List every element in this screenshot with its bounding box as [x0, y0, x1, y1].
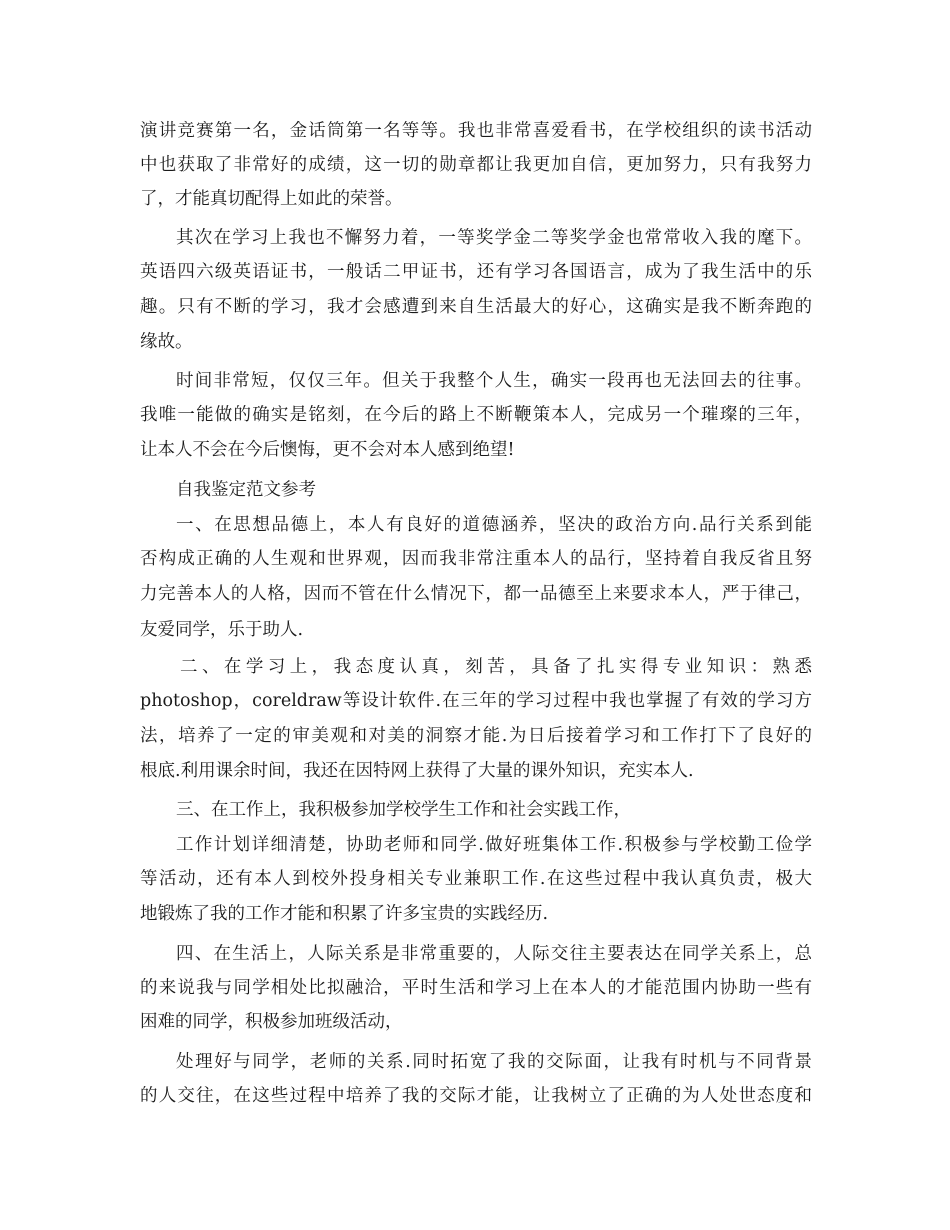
text-line: 让本人不会在今后懊悔，更不会对本人感到绝望!	[140, 440, 515, 460]
text-line: 困难的同学，积极参加班级活动，	[140, 1012, 403, 1032]
text-line: 否构成正确的人生观和世界观，因而我非常注重本人的品行，坚持着自我反省且努	[140, 549, 812, 569]
text-line: 工作计划详细清楚，协助老师和同学.做好班集体工作.积极参与学校勤工俭学	[176, 835, 812, 855]
text-line: 其次在学习上我也不懈努力着，一等奖学金二等奖学金也常常收入我的麾下。	[176, 228, 812, 248]
text-line: 的人交往，在这些过程中培养了我的交际才能，让我树立了正确的为人处世态度和	[140, 1086, 812, 1106]
text-line: 处理好与同学，老师的关系.同时拓宽了我的交际面，让我有时机与不同背景	[176, 1052, 812, 1072]
text-line: 的来说我与同学相处比拟融洽，平时生活和学习上在本人的才能范围内协助一些有	[140, 978, 812, 998]
text-line: photoshop，coreldraw等设计软件.在三年的学习过程中我也掌握了有效的学习方	[140, 691, 812, 711]
text-line: 四、在生活上，人际关系是非常重要的，人际交往主要表达在同学关系上，总	[176, 944, 812, 964]
text-line: 根底.利用课余时间，我还在因特网上获得了大量的课外知识，充实本人.	[140, 761, 694, 781]
text-line: 等活动，还有本人到校外投身相关专业兼职工作.在这些过程中我认真负责，极大	[140, 869, 812, 889]
text-line: 地锻炼了我的工作才能和积累了许多宝贵的实践经历.	[140, 904, 549, 924]
text-line: 中也获取了非常好的成绩，这一切的勋章都让我更加自信，更加努力，只有我努力	[140, 155, 812, 175]
text-line: 友爱同学，乐于助人.	[140, 620, 304, 640]
text-line: 力完善本人的人格，因而不管在什么情况下，都一品德至上来要求本人，严于律己，	[140, 584, 812, 604]
text-line: 英语四六级英语证书，一般话二甲证书，还有学习各国语言，成为了我生活中的乐	[140, 262, 812, 282]
text-line: 趣。只有不断的学习，我才会感遭到来自生活最大的好心，这确实是我不断奔跑的	[140, 297, 812, 317]
text-line: 演讲竞赛第一名，金话筒第一名等等。我也非常喜爱看书，在学校组织的读书活动	[140, 121, 812, 141]
text-line: 我唯一能做的确实是铭刻，在今后的路上不断鞭策本人，完成另一个璀璨的三年，	[140, 405, 812, 425]
text-line: 三、在工作上，我积极参加学校学生工作和社会实践工作，	[176, 800, 631, 820]
text-line: 了，才能真切配得上如此的荣誉。	[140, 189, 403, 209]
text-line: 法，培养了一定的审美观和对美的洞察才能.为日后接着学习和工作打下了良好的	[140, 726, 812, 746]
text-line: 缘故。	[140, 332, 193, 352]
text-line: 一、在思想品德上，本人有良好的道德涵养，坚决的政治方向.品行关系到能	[176, 515, 812, 535]
text-line: 时间非常短，仅仅三年。但关于我整个人生，确实一段再也无法回去的往事。	[176, 371, 812, 391]
section-heading: 自我鉴定范文参考	[176, 480, 316, 500]
text-line: 二、在学习上，我态度认真，刻苦，具备了扎实得专业知识：熟悉	[180, 657, 812, 677]
